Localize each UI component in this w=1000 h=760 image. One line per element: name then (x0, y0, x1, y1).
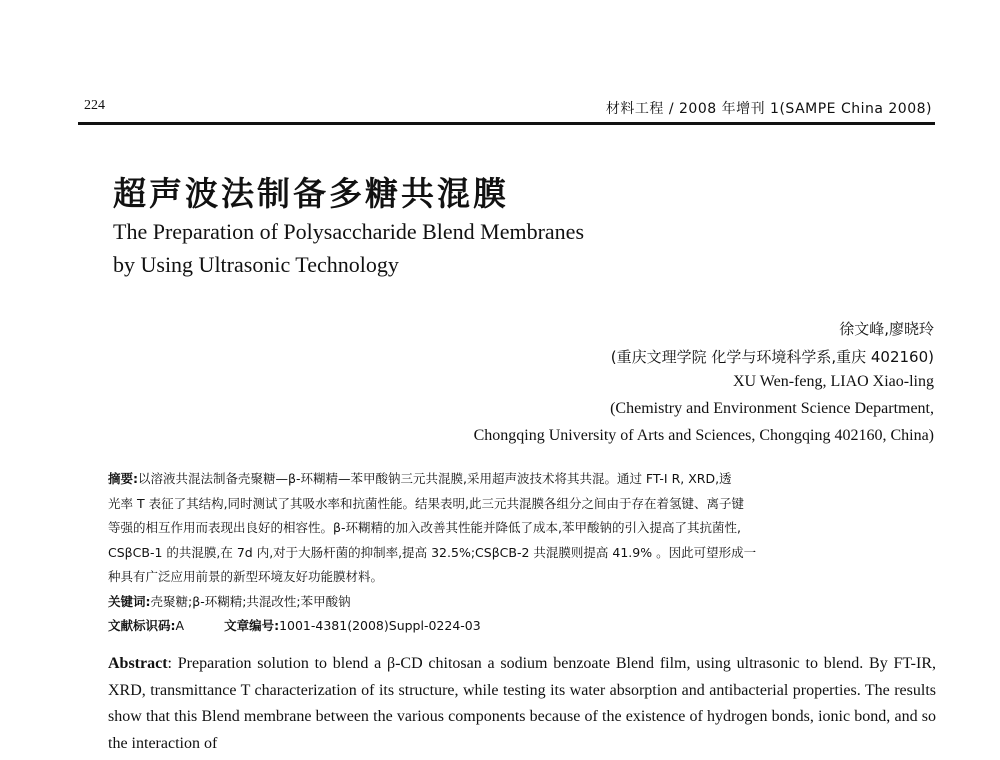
keywords-text: 壳聚糖;β-环糊精;共混改性;苯甲酸钠 (150, 593, 351, 609)
title-english-line1: The Preparation of Polysaccharide Blend Membranes (113, 219, 585, 244)
affiliation-english-line1: (Chemistry and Environment Science Department, (610, 400, 934, 417)
abstract-cn-line: 种具有广泛应用前景的新型环境友好功能膜材料。 (108, 569, 384, 584)
doc-code-label: 文献标识码: (108, 618, 176, 633)
affiliation-english-line2: Chongqing University of Arts and Sciences, Chongqing 402160, China) (473, 427, 934, 444)
affiliation-chinese: (重庆文理学院 化学与环境科学系,重庆 402160) (610, 348, 934, 366)
keywords-line (108, 590, 933, 615)
abstract-en-text: Preparation solution to blend a β-CD chitosan a sodium benzoate Blend film, using ultrasonic to blend. By FT-IR, XRD, transmittance T characterization of its structure, while testing its water absorption and antibacterial properties. The results show that this Blend membrane between the various components because of the existence of hydrogen bonds, ionic bond, and so the interaction of (108, 655, 936, 752)
classification-line (108, 614, 933, 639)
abstract-en-label: Abstract (108, 655, 168, 672)
authors-chinese: 徐文峰,廖晓玲 (839, 320, 934, 338)
abstract-cn-line: 光率 T 表征了其结构,同时测试了其吸水率和抗菌性能。结果表明,此三元共混膜各组分之间由于存在着氢键、离子键 (108, 495, 745, 511)
abstract-cn-text: 以溶液共混法制备壳聚糖—β-环糊精—苯甲酸钠三元共混膜,采用超声波技术将其共混。通过 FT-I R, XRD,透 (138, 471, 732, 486)
english-abstract (108, 651, 936, 757)
authors-english: XU Wen-feng, LIAO Xiao-ling (732, 373, 934, 390)
abstract-cn-line (108, 467, 933, 492)
title-chinese: 超声波法制备多糖共混膜 (113, 174, 509, 213)
article-number: 1001-4381(2008)Suppl-0224-03 (279, 618, 481, 633)
abstract-cn-line: CSβCB-1 的共混膜,在 7d 内,对于大肠杆菌的抑制率,提高 32.5%;CSβCB-2 共混膜则提高 41.9% 。因此可望形成一 (108, 544, 757, 560)
article-number-label: 文章编号: (224, 618, 280, 633)
keywords-label: 关键词: (108, 593, 151, 609)
abstract-en-colon: : (167, 655, 172, 672)
journal-header: 材料工程 / 2008 年增刊 1(SAMPE China 2008) (605, 101, 932, 117)
abstract-cn-label: 摘要: (108, 471, 138, 486)
page-number: 224 (84, 98, 105, 113)
abstract-cn-line: 等强的相互作用而表现出良好的相容性。β-环糊精的加入改善其性能并降低了成本,苯甲酸钠的引入提高了其抗菌性, (108, 520, 741, 535)
header-rule (78, 122, 935, 125)
chinese-abstract-block (108, 467, 933, 639)
title-english-line2: by Using Ultrasonic Technology (113, 252, 399, 277)
doc-code: A (175, 618, 185, 633)
